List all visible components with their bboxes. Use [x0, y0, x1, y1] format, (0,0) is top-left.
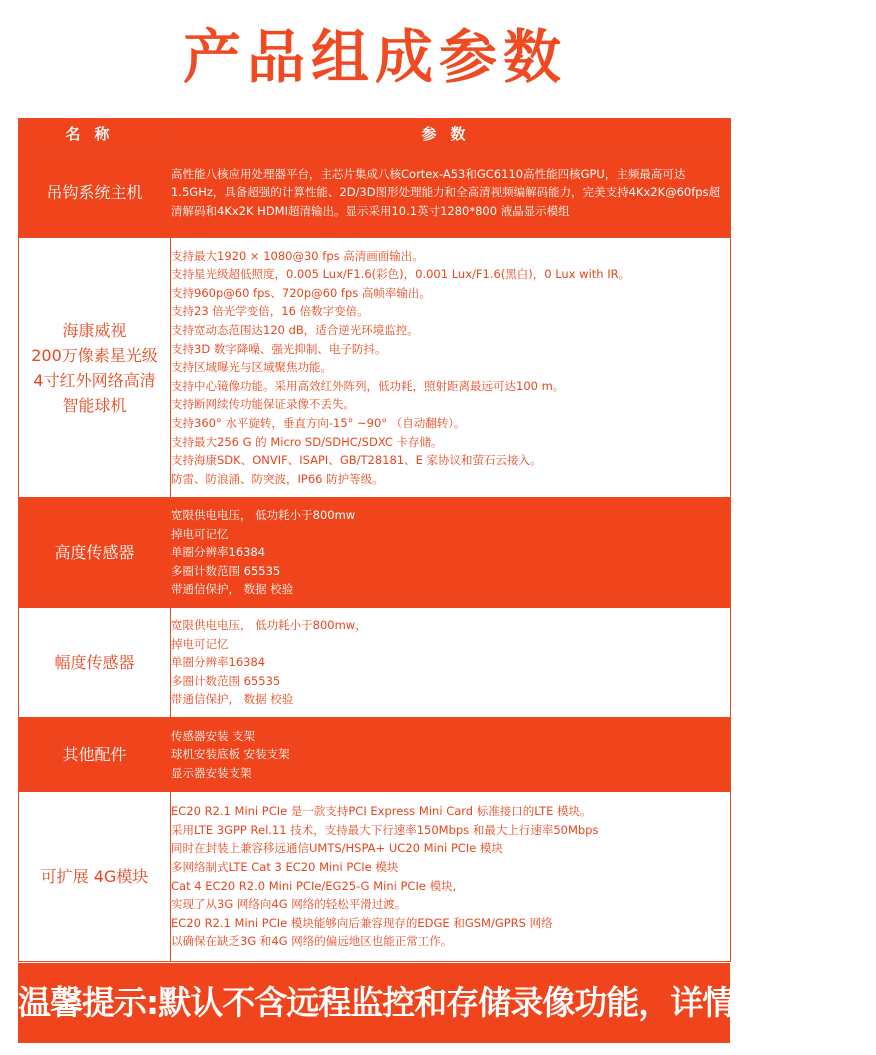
param-line: 支持断网续传功能保证录像不丢失。 — [171, 397, 355, 412]
param-line: 掉电可记忆 — [171, 636, 229, 651]
row-name: 高度传感器 — [54, 543, 135, 562]
param-line: 支持最大256 G 的 Micro SD/SDHC/SDXC 卡存储。 — [171, 434, 443, 449]
param-line: 支持宽动态范围达120 dB，适合逆光环境监控。 — [171, 323, 419, 338]
row-params-cell — [171, 718, 731, 792]
header-name: 名称 — [19, 119, 171, 148]
param-line: Cat 4 EC20 R2.0 Mini PCIe/EG25-G Mini PCIe 模块, — [171, 878, 457, 893]
table-row — [19, 792, 731, 962]
param-line: 同时在封装上兼容移远通信UMTS/HSPA+ UC20 Mini PCIe 模块 — [171, 841, 503, 856]
row-params-cell — [171, 608, 731, 718]
param-line: 多圈计数范围 65535 — [171, 563, 281, 578]
param-line: 多网络制式LTE Cat 3 EC20 Mini PCIe 模块 — [171, 859, 399, 874]
param-line: 支持23 倍光学变倍，16 倍数字变倍。 — [171, 304, 369, 319]
row-name: 其他配件 — [62, 745, 127, 764]
row-name-cell — [19, 792, 171, 962]
row-name: 200万像素星光级 — [31, 345, 158, 365]
row-name: 可扩展 4G模块 — [40, 867, 149, 886]
param-line: 多圈计数范围 65535 — [171, 673, 281, 688]
param-line: 宽限供电电压， 低功耗小于800mw — [171, 508, 356, 523]
param-line: EC20 R2.1 Mini PCIe 是一款支持PCI Express Mini Card 标准接口的LTE 模块。 — [171, 804, 592, 819]
param-line: 以确保在缺乏3G 和4G 网络的偏远地区也能正常工作。 — [171, 934, 453, 949]
row-name-cell — [19, 608, 171, 718]
product-params-table — [18, 118, 731, 962]
row-params-cell — [171, 238, 731, 498]
param-line: 传感器安装 支架 — [171, 728, 256, 743]
notice-banner: 温馨提示:默认不含远程监控和存储录像功能，详情咨询客服! — [18, 963, 730, 1043]
row-name-cell — [19, 498, 171, 608]
row-name-cell — [19, 148, 171, 238]
table-row — [19, 498, 731, 608]
row-name: 吊钩系统主机 — [46, 183, 143, 202]
row-params-cell — [171, 498, 731, 608]
row-name: 智能球机 — [62, 395, 127, 415]
table-row — [19, 608, 731, 718]
param-line: 支持海康SDK、ONVIF、ISAPI、GB/T28181、E 家协议和萤石云接入。 — [171, 453, 542, 468]
param-line: 支持中心镜像功能。采用高效红外阵列，低功耗，照射距离最远可达100 m。 — [171, 378, 565, 393]
param-line: 球机安装底板 安装支架 — [171, 747, 290, 762]
param-line: 实现了从3G 网络向4G 网络的轻松平滑过渡。 — [171, 897, 407, 912]
row-name: 4寸红外网络高清 — [33, 370, 156, 390]
param-line: 支持星光级超低照度，0.005 Lux/F1.6(彩色)，0.001 Lux/F1.6(黑白)，0 Lux with IR。 — [171, 267, 631, 282]
param-line: 单圈分辨率16384 — [171, 655, 266, 670]
param-line: 带通信保护， 数据 校验 — [171, 582, 294, 597]
row-params-cell — [171, 148, 731, 238]
table-header-row — [19, 119, 731, 148]
param-line: 支持960p@60 fps、720p@60 fps 高帧率输出。 — [171, 285, 431, 300]
param-line: 显示器安装支架 — [171, 765, 252, 780]
row-name-cell — [19, 238, 171, 498]
table-row — [19, 148, 731, 238]
param-line: 单圈分辨率16384 — [171, 545, 266, 560]
table-row — [19, 238, 731, 498]
param-line: 宽限供电电压， 低功耗小于800mw， — [171, 618, 367, 633]
param-line: 支持3D 数字降噪、强光抑制、电子防抖。 — [171, 341, 387, 356]
page-title: 产品组成参数 — [182, 23, 567, 91]
header-params: 参数 — [171, 119, 731, 148]
param-line: 掉电可记忆 — [171, 526, 229, 541]
param-line: 带通信保护， 数据 校验 — [171, 692, 294, 707]
param-line: 支持360° 水平旋转，垂直方向-15° ~90° （自动翻转）。 — [171, 415, 466, 430]
param-line: 支持区域曝光与区域聚焦功能。 — [171, 360, 332, 375]
param-line: EC20 R2.1 Mini PCIe 模块能够向后兼容现存的EDGE 和GSM/GPRS 网络 — [171, 915, 553, 930]
row-name: 海康威视 — [62, 320, 127, 340]
row-params-cell — [171, 792, 731, 962]
param-line: 采用LTE 3GPP Rel.11 技术，支持最大下行速率150Mbps 和最大上行速率50Mbps — [171, 822, 599, 837]
table-row — [19, 718, 731, 792]
row-name: 幅度传感器 — [54, 653, 135, 672]
param-line: 支持最大1920 × 1080@30 fps 高清画面输出。 — [171, 248, 424, 263]
row-name-cell — [19, 718, 171, 792]
param-line: 高性能八核应用处理器平台，主芯片集成八核Cortex-A53和GC6110高性能四核GPU，主频最高可达1.5GHz，具备超强的计算性能、2D/3D图形处理能力和全高清视频编解码能力，完美支持4Kx2K@60fps超清解码和4Kx2K HDMI超清输出。显示采用10.1英寸1280*800 液晶显示模组 — [171, 166, 721, 218]
param-line: 防雷、防浪涌、防突波，IP66 防护等级。 — [171, 471, 384, 486]
